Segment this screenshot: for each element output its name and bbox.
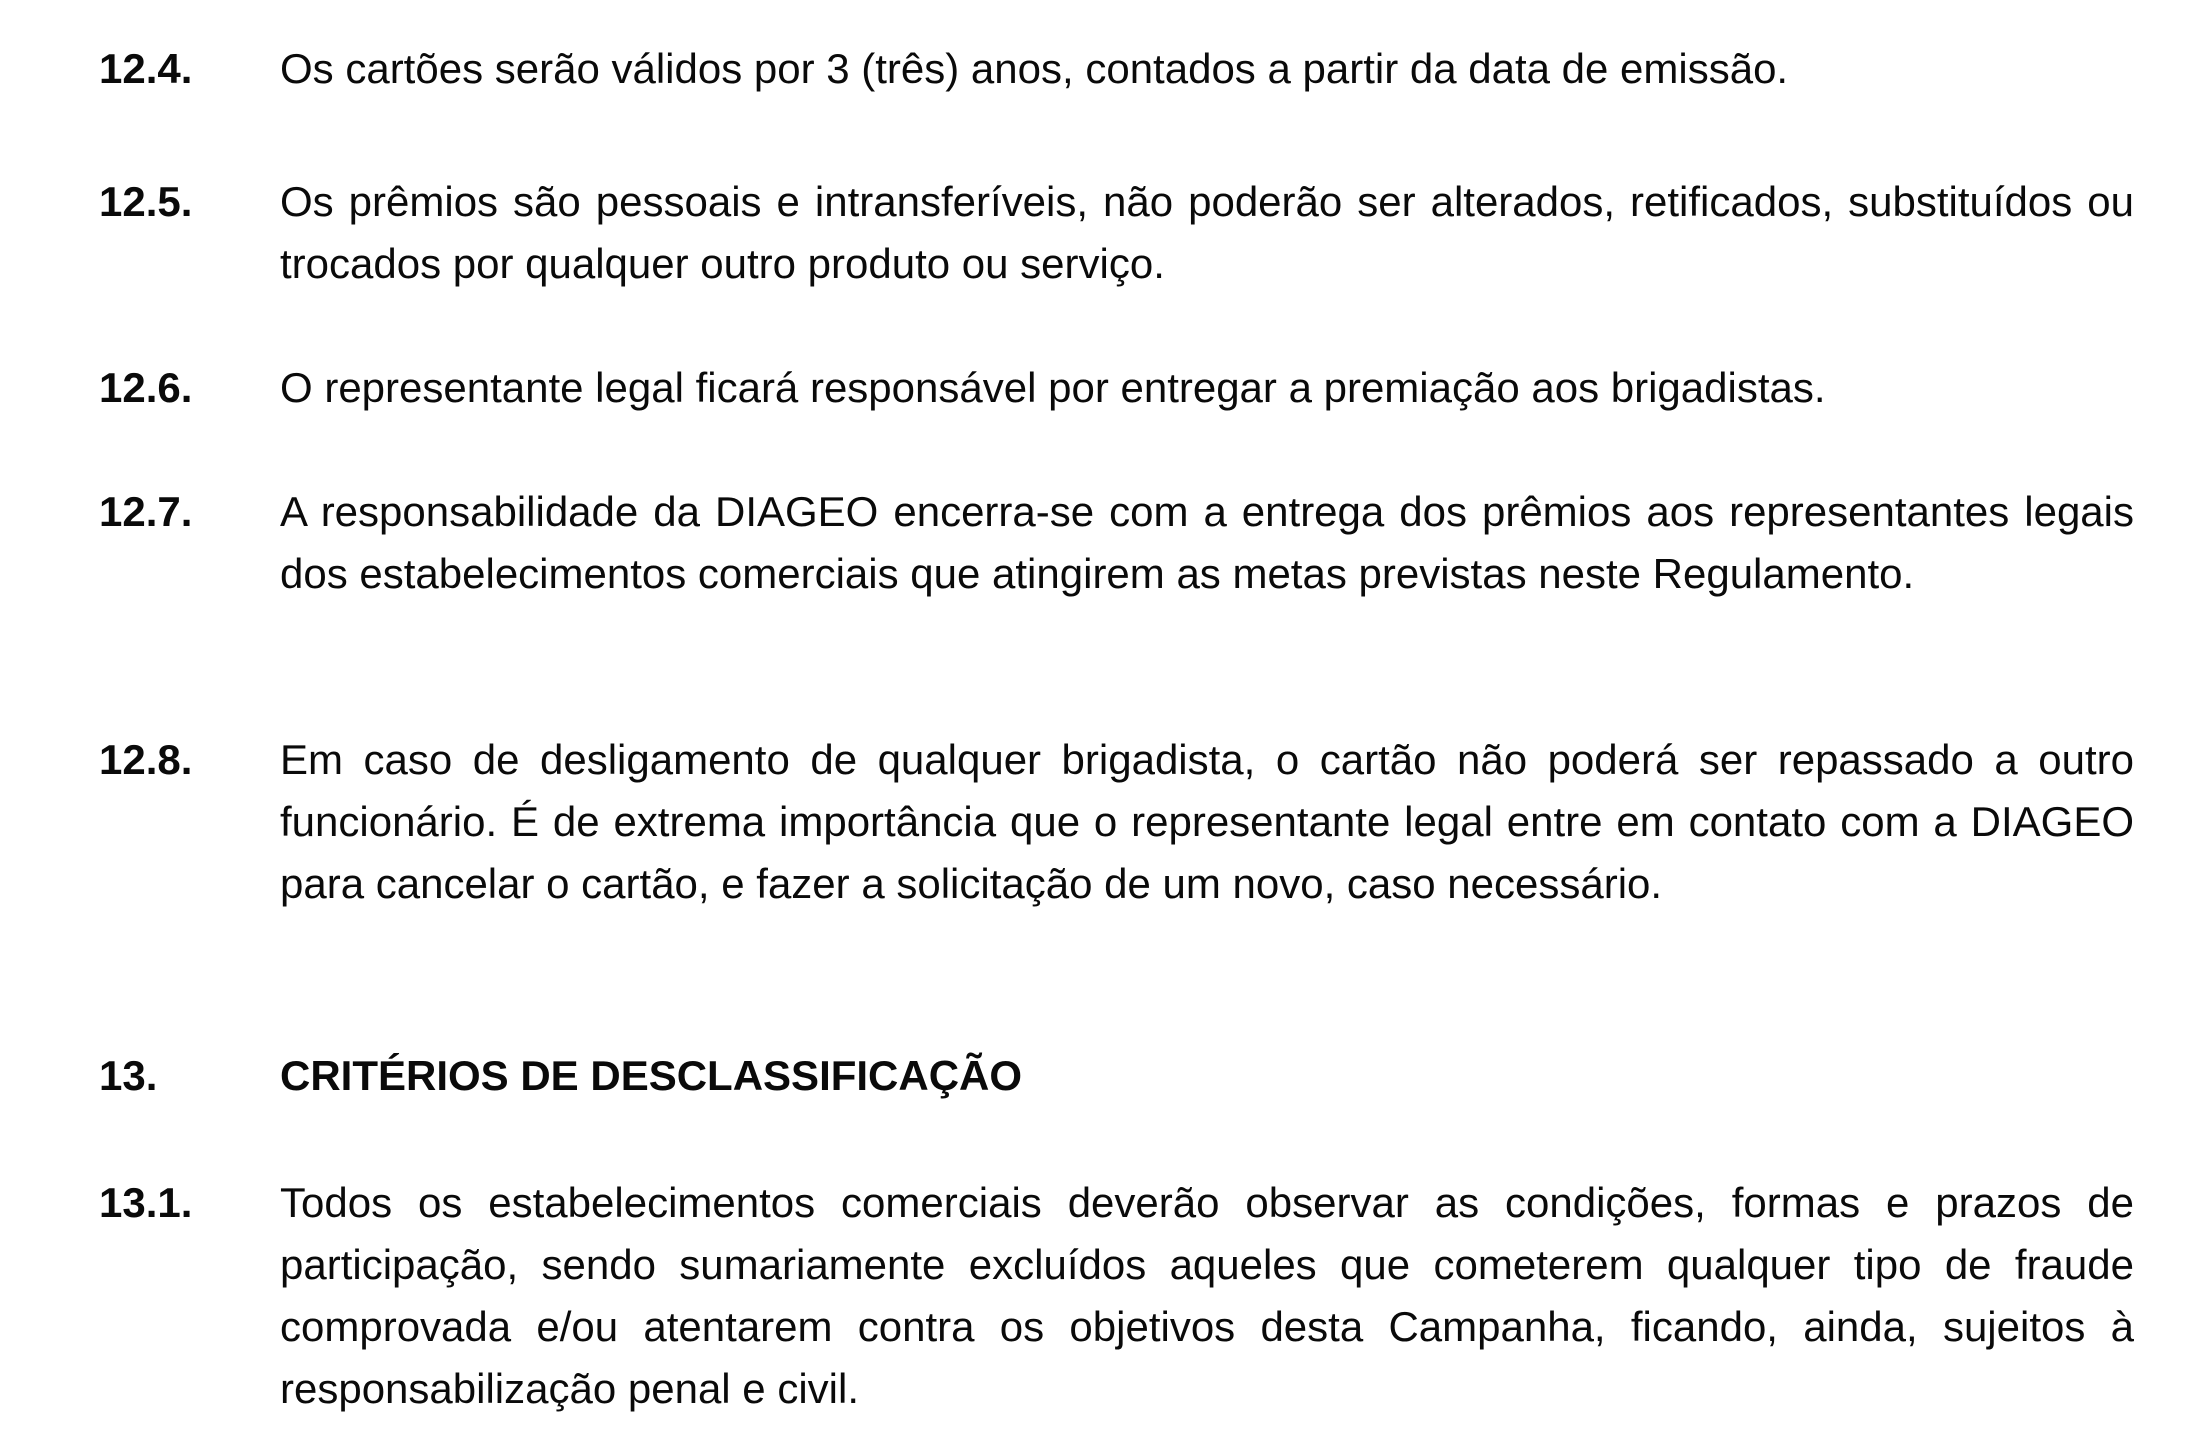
clause-12-6 <box>99 357 2134 419</box>
clause-number: 12.5. <box>99 178 193 225</box>
clause-number: 13.1. <box>99 1179 193 1226</box>
clause-number: 12.4. <box>99 45 193 92</box>
clause-text: Todos os estabelecimentos comerciais deverão observar as condições, formas e prazos de participação, sendo sumariamente excluídos aqueles que cometerem qualquer tipo de fraude comprovada e/ou atentarem contra os objetivos desta Campanha, ficando, ainda, sujeitos à responsabilização penal e civil. <box>280 1179 2134 1412</box>
section-title: CRITÉRIOS DE DESCLASSIFICAÇÃO <box>280 1052 1023 1099</box>
clause-text: Os prêmios são pessoais e intransferíveis, não poderão ser alterados, retificados, substituídos ou trocados por qualquer outro produto ou serviço. <box>280 178 2134 287</box>
clause-text: Os cartões serão válidos por 3 (três) anos, contados a partir da data de emissão. <box>280 45 1789 92</box>
clause-12-4 <box>99 38 2134 100</box>
section-number: 13. <box>99 1052 158 1099</box>
clause-12-7 <box>99 481 2134 605</box>
clause-number: 12.8. <box>99 736 193 783</box>
clause-12-5 <box>99 171 2134 295</box>
clause-number: 12.7. <box>99 488 193 535</box>
clause-13-1 <box>99 1172 2134 1420</box>
clause-text: Em caso de desligamento de qualquer brigadista, o cartão não poderá ser repassado a outro funcionário. É de extrema importância que o representante legal entre em contato com a DIAGEO para cancelar o cartão, e fazer a solicitação de um novo, caso necessário. <box>280 736 2134 907</box>
section-heading-13 <box>99 1045 2134 1107</box>
clause-number: 12.6. <box>99 364 193 411</box>
clause-text: A responsabilidade da DIAGEO encerra-se com a entrega dos prêmios aos representantes legais dos estabelecimentos comerciais que atingirem as metas previstas neste Regulamento. <box>280 488 2134 597</box>
clause-12-8 <box>99 729 2134 915</box>
clause-text: O representante legal ficará responsável por entregar a premiação aos brigadistas. <box>280 364 1826 411</box>
